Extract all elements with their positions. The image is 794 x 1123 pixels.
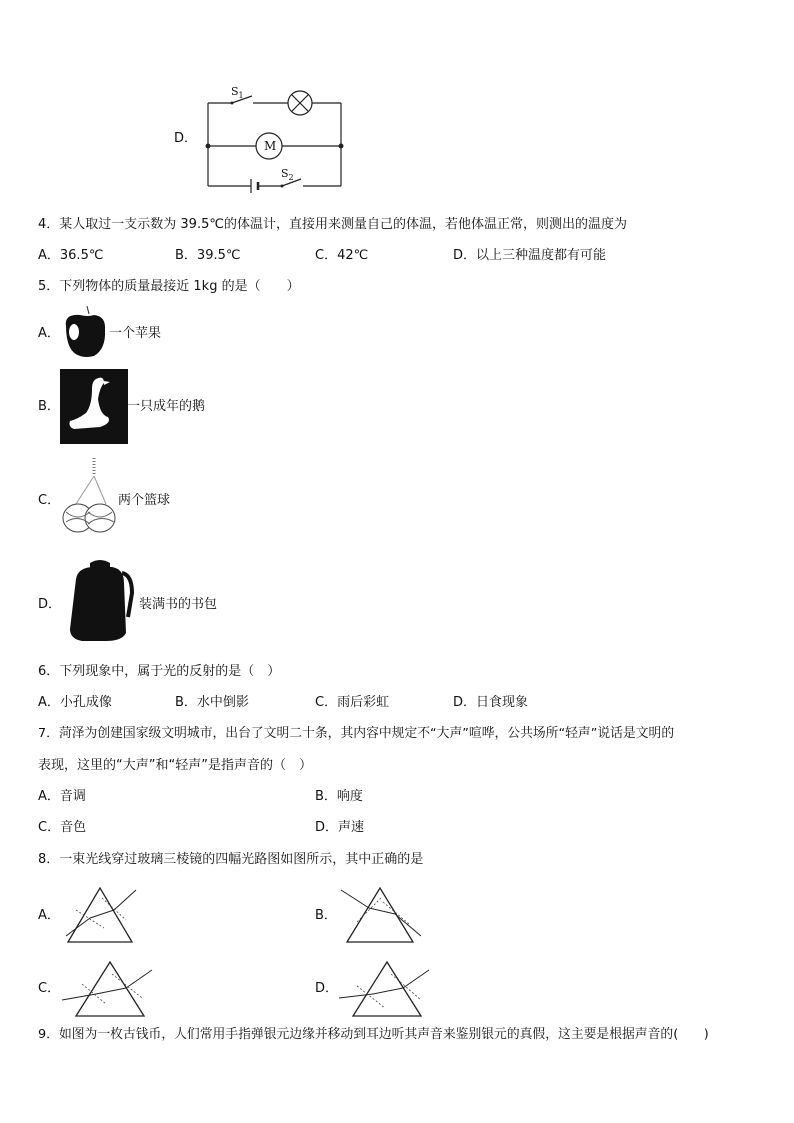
q6-option-b: B．水中倒影 [175,695,249,710]
goose-icon [60,369,128,444]
battery-icon [251,179,258,193]
lamp-icon [288,91,312,115]
backpack-icon [66,557,136,643]
motor-label: M [264,139,277,153]
q6-option-a: A．小孔成像 [38,695,112,710]
q5-option-b-letter: B． [38,399,60,414]
q5-stem: 5．下列物体的质量最接近 1kg 的是（ ） [38,279,300,294]
circuit-diagram [0,0,794,200]
q4-option-c: C．42℃ [315,248,369,263]
q7-option-d: D．声速 [315,820,365,835]
q8-stem: 8．一束光线穿过玻璃三棱镜的四幅光路图如图所示，其中正确的是 [38,852,424,867]
q5-option-d-letter: D． [38,597,62,612]
q4-option-b: B．39.5℃ [175,248,241,263]
q5-option-a-text: 一个苹果 [109,326,162,341]
prism-diagram-a [60,884,140,946]
q5-option-d-text: 装满书的书包 [139,597,218,612]
q8-option-c-label: C． [38,981,61,996]
q7-stem-line2: 表现，这里的“大声”和“轻声”是指声音的（ ） [38,758,312,773]
q6-option-c: C．雨后彩虹 [315,695,390,710]
q4-stem: 4．某人取过一支示数为 39.5℃的体温计，直接用来测量自己的体温，若他体温正常，则测出的温度为 [38,217,627,232]
apple-icon [60,304,110,360]
q3-option-d-label: D． [174,131,198,146]
prism-diagram-b [335,884,425,946]
q5-option-a-letter: A． [38,326,60,341]
q7-option-c: C．音色 [38,820,87,835]
prism-diagram-c [60,958,156,1020]
q7-option-a: A．音调 [38,789,86,804]
q9-stem: 9．如图为一枚古钱币，人们常用手指弹银元边缘并移动到耳边听其声音来鉴别银元的真假，这主要是根据声音的( ) [38,1027,709,1042]
q5-option-b-text: 一只成年的鹅 [127,399,206,414]
q7-option-b: B．响度 [315,789,363,804]
q4-option-d: D．以上三种温度都有可能 [453,248,607,263]
q8-option-a-label: A． [38,908,60,923]
q7-stem-line1: 7．菏泽为创建国家级文明城市，出台了文明二十条，其内容中规定不“大声”喧哗，公共场所“轻声”说话是文明的 [38,726,675,741]
q6-stem: 6．下列现象中，属于光的反射的是（ ） [38,664,281,679]
q5-option-c-text: 两个篮球 [118,493,171,508]
q8-option-b-label: B． [315,908,337,923]
q5-option-c-letter: C． [38,493,61,508]
q8-option-d-label: D． [315,981,339,996]
switch-s2-label: $S_2$ [281,167,294,183]
switch-s1-label: $S_1$ [231,85,244,101]
basketballs-icon [60,456,120,536]
prism-diagram-d [335,958,431,1020]
q4-option-a: A．36.5℃ [38,248,104,263]
q6-option-d: D．日食现象 [453,695,529,710]
